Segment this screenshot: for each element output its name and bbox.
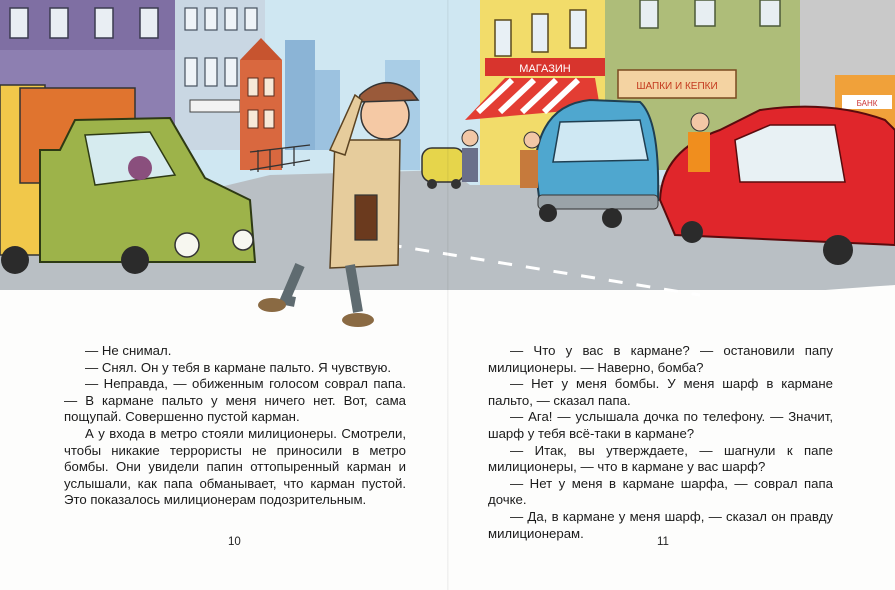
paragraph: — Нет у меня бомбы. У меня шарф в кармане пальто, — сказал папа. <box>488 376 833 408</box>
page-number-left: 10 <box>228 536 241 548</box>
hats-sign: ШАПКИ И КЕПКИ <box>636 81 718 92</box>
paragraph: — Что у вас в кармане? — остановили папу милиционеры. — Наверно, бомба? <box>488 343 833 375</box>
paragraph: — Неправда, — обиженным голосом соврал папа. — В кармане пальто у меня ничего нет. Вот, сама пощупай. Совершенно пустой карман. <box>64 376 406 425</box>
store-sign: МАГАЗИН <box>519 63 571 75</box>
paragraph: — Нет у меня в кармане шарфа, — соврал папа дочке. <box>488 475 833 508</box>
paragraph: — Снял. Он у тебя в кармане пальто. Я чувствую. <box>85 359 392 375</box>
right-page-text <box>488 343 833 542</box>
left-page-text <box>64 343 406 509</box>
paragraph: — Не снимал. <box>85 343 172 358</box>
paragraph: — Ага! — услышала дочка по телефону. — Значит, шарф у тебя всё-таки в кармане? <box>488 409 833 441</box>
paragraph: — Итак, вы утверждаете, — шагнули к папе милиционеры, — что в кармане у вас шарф? <box>488 442 833 475</box>
book-gutter <box>447 0 449 590</box>
paragraph: А у входа в метро стояли милиционеры. Смотрели, чтобы никакие террористы не приносили в метро бомбы. Они увидели папин оттопыренный карман и услышали, как папа обманывает, что карман пустой. Это показалось милиционерам подозрительным. <box>64 425 406 508</box>
page-number-right: 11 <box>657 536 669 548</box>
paragraph: — Да, в кармане у меня шарф, — сказал он правду милиционерам. <box>488 508 833 541</box>
bank-sign: БАНК <box>856 99 878 108</box>
